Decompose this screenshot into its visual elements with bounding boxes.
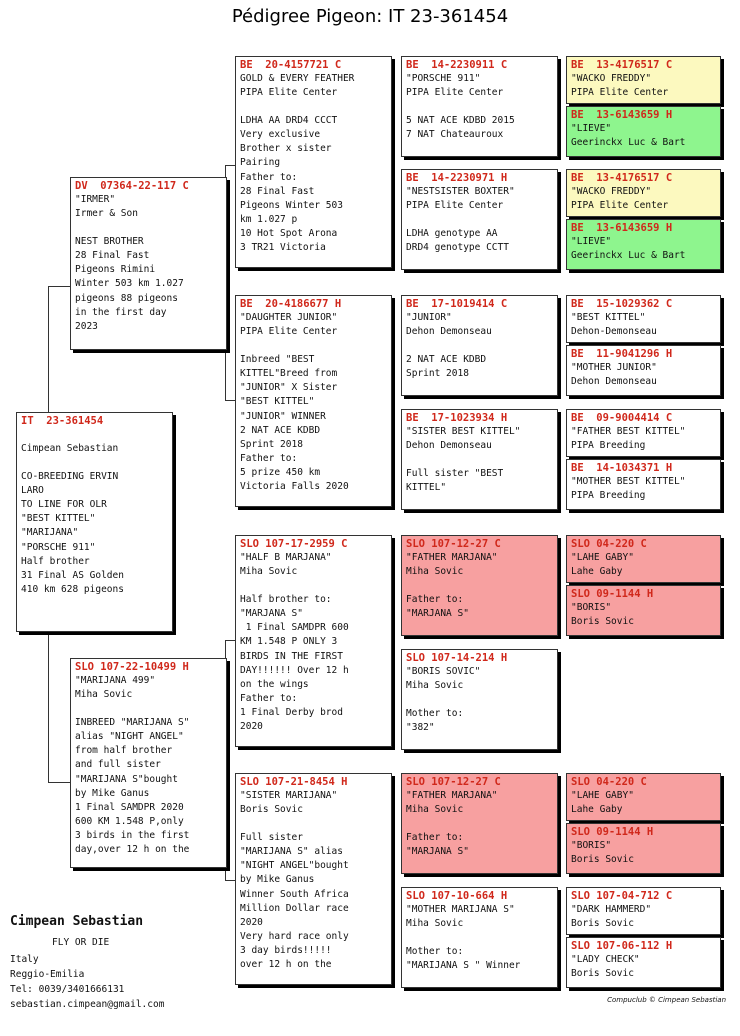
pigeon-info-line: and full sister: [75, 759, 161, 771]
pigeon-info-line: Mother to:: [406, 708, 464, 720]
pigeon-info-line: Miha Sovic: [75, 689, 133, 701]
pigeon-info-line: "PORSCHE 911": [406, 73, 481, 84]
pigeon-info-line: Lahe Gaby: [571, 566, 623, 578]
software-credit: Compuclub © Cimpean Sebastian: [607, 996, 726, 1004]
pigeon-info-line: NEST BROTHER: [75, 236, 144, 248]
pigeon-info-line: [406, 579, 553, 593]
pigeon-info-line: Half brother: [21, 555, 90, 567]
pigeon-info-line: over 12 h on the: [240, 959, 332, 971]
pigeon-info-line: "MARJANA S": [240, 608, 303, 620]
pigeon-info-line: "IRMER": [75, 194, 116, 205]
pigeon-info-line: pigeons 88 pigeons: [75, 292, 178, 304]
pigeon-card-g16[interactable]: [566, 937, 721, 988]
pigeon-info-line: 1 Final SAMDPR 600: [240, 622, 349, 634]
pigeon-info-line: Miha Sovic: [406, 918, 464, 930]
pigeon-info-line: "DARK HAMMERD": [571, 904, 652, 915]
pigeon-info-line: Cimpean Sebastian: [21, 443, 119, 454]
pigeon-info-line: Boris Sovic: [571, 854, 634, 866]
pigeon-info-line: "BORIS": [571, 602, 612, 613]
pigeon-info-line: CO-BREEDING ERVIN: [21, 471, 119, 483]
pigeon-card-g13[interactable]: [566, 773, 721, 821]
connector-line: [48, 286, 70, 287]
pigeon-info-line: PIPA Elite Center: [240, 326, 338, 338]
ring-number: SLO 107-22-10499 H: [75, 661, 189, 673]
pigeon-card-g6[interactable]: [566, 345, 721, 396]
pigeon-info-line: "BORIS SOVIC": [406, 666, 481, 677]
pigeon-info-line: [75, 702, 222, 716]
pigeon-info-line: "DAUGHTER JUNIOR": [240, 312, 338, 323]
ring-number: BE 20-4186677 H: [240, 298, 342, 310]
pigeon-info-line: Father to:: [240, 692, 298, 704]
pigeon-info-line: PIPA Elite Center: [571, 87, 669, 99]
ring-number: SLO 107-21-8454 H: [240, 776, 348, 788]
breeder-email[interactable]: sebastian.cimpean@gmail.com: [10, 999, 165, 1010]
pigeon-info-line: Miha Sovic: [240, 566, 298, 578]
connector-line: [225, 880, 235, 881]
pigeon-info-line: "BEST KITTEL": [21, 513, 96, 525]
pigeon-info-line: "NIGHT ANGEL"bought: [240, 860, 349, 872]
pigeon-info-line: Miha Sovic: [406, 680, 464, 692]
pigeon-info-line: "MARIJANA S" alias: [240, 846, 343, 858]
pigeon-info-line: 600 KM 1.548 P,only: [75, 815, 184, 827]
pigeon-info-line: 5 prize 450 km: [240, 466, 321, 478]
pigeon-info-line: "PORSCHE 911": [21, 541, 96, 553]
page-title: Pédigree Pigeon: IT 23-361454: [231, 6, 509, 27]
ring-number: SLO 09-1144 H: [571, 826, 654, 838]
pigeon-info-line: on the wings: [240, 678, 309, 690]
pigeon-info-line: 2 NAT ACE KDBD: [406, 354, 487, 366]
pigeon-info-line: "BEST KITTEL": [571, 312, 646, 323]
pigeon-info-line: Dehon Demonseau: [571, 376, 657, 388]
pigeon-info-line: "SISTER MARIJANA": [240, 790, 338, 801]
pigeon-info-line: "MARIJANA 499": [75, 675, 156, 686]
pigeon-info-line: "WACKO FREDDY": [571, 73, 652, 84]
pigeon-info-line: DAY!!!!!! Over 12 h: [240, 664, 349, 676]
pigeon-info-line: Miha Sovic: [406, 804, 464, 816]
pigeon-info-line: 31 Final AS Golden: [21, 569, 124, 581]
ring-number: SLO 107-12-27 C: [406, 538, 501, 550]
pigeon-card-dd[interactable]: [235, 773, 392, 985]
pigeon-info-line: Sprint 2018: [406, 368, 469, 380]
pigeon-info-line: Boris Sovic: [571, 968, 634, 980]
pigeon-card-g3[interactable]: [566, 169, 721, 217]
ring-number: BE 11-9041296 H: [571, 348, 673, 360]
pigeon-info-line: by Mike Ganus: [75, 787, 150, 799]
pigeon-card-sire[interactable]: [70, 177, 227, 350]
pigeon-card-ddd[interactable]: [401, 887, 558, 988]
ring-number: SLO 107-10-664 H: [406, 890, 508, 902]
pigeon-info-line: from half brother: [75, 745, 173, 757]
pigeon-info-line: PIPA Breeding: [571, 490, 646, 502]
pigeon-info-line: KITTEL"Breed from: [240, 368, 338, 380]
pigeon-card-sdd[interactable]: [401, 409, 558, 510]
pigeon-info-line: Pigeons Rimini: [75, 264, 156, 276]
pigeon-info-line: "JUNIOR": [406, 312, 452, 323]
pigeon-info-line: 410 km 628 pigeons: [21, 583, 124, 595]
pigeon-info-line: [240, 100, 387, 114]
pigeon-info-line: Boris Sovic: [571, 918, 634, 930]
pigeon-info-line: Father to:: [240, 171, 298, 183]
pigeon-info-line: [240, 579, 387, 593]
pigeon-card-g9[interactable]: [566, 535, 721, 583]
pigeon-info-line: Very hard race only: [240, 930, 349, 942]
pigeon-info-line: Boris Sovic: [571, 616, 634, 628]
pigeon-info-line: 2020: [240, 721, 263, 733]
pigeon-info-line: "FATHER MARJANA": [406, 790, 498, 801]
breeder-motto: FLY OR DIE: [52, 937, 110, 948]
pigeon-info-line: [21, 428, 168, 442]
pigeon-info-line: BIRDS IN THE FIRST: [240, 650, 343, 662]
pigeon-info-line: "FATHER MARJANA": [406, 552, 498, 563]
pigeon-info-line: LDHA AA DRD4 CCCT: [240, 115, 338, 127]
breeder-country: Italy: [10, 954, 39, 965]
pigeon-info-line: LDHA genotype AA: [406, 228, 498, 240]
pigeon-info-line: KM 1.548 P ONLY 3: [240, 636, 338, 648]
pigeon-info-line: "LADY CHECK": [571, 954, 640, 965]
pigeon-info-line: "MARIJANA S " Winner: [406, 960, 521, 972]
pigeon-info-line: in the first day: [75, 306, 167, 318]
pigeon-info-line: 1 Final SAMDPR 2020: [75, 801, 184, 813]
pigeon-info-line: [406, 213, 553, 227]
ring-number: SLO 09-1144 H: [571, 588, 654, 600]
pigeon-info-line: Full sister "BEST: [406, 468, 504, 480]
pigeon-info-line: Very exclusive: [240, 129, 321, 141]
pigeon-info-line: Father to:: [406, 594, 464, 606]
ring-number: BE 13-6143659 H: [571, 222, 673, 234]
pigeon-info-line: "JUNIOR" WINNER: [240, 410, 326, 422]
pigeon-card-dds[interactable]: [401, 773, 558, 874]
pigeon-info-line: "BEST KITTEL": [240, 396, 315, 408]
pigeon-info-line: Winter 503 km 1.027: [75, 278, 184, 290]
pigeon-info-line: Dehon-Demonseau: [571, 326, 657, 338]
pigeon-info-line: "LIEVE": [571, 236, 612, 247]
pigeon-info-line: [406, 693, 553, 707]
breeder-city: Reggio-Emilia: [10, 969, 85, 980]
pigeon-info-line: PIPA Elite Center: [406, 200, 504, 212]
pigeon-info-line: KITTEL": [406, 482, 447, 494]
pigeon-info-line: "MOTHER MARIJANA S": [406, 904, 515, 915]
ring-number: DV 07364-22-117 C: [75, 180, 189, 192]
pigeon-info-line: 3 TR21 Victoria: [240, 242, 326, 254]
pigeon-info-line: [406, 339, 553, 353]
pigeon-info-line: Lahe Gaby: [571, 804, 623, 816]
pigeon-info-line: km 1.027 p: [240, 213, 298, 225]
connector-line: [48, 286, 49, 414]
connector-line: [48, 782, 70, 783]
connector-line: [48, 632, 49, 782]
breeder-name: Cimpean Sebastian: [10, 914, 144, 929]
pigeon-info-line: Brother x sister: [240, 143, 332, 155]
pigeon-info-line: 10 Hot Spot Arona: [240, 227, 338, 239]
pigeon-info-line: [406, 100, 553, 114]
pigeon-info-line: 2023: [75, 320, 98, 332]
pigeon-card-ss[interactable]: [235, 56, 392, 268]
pigeon-card-dsd[interactable]: [401, 649, 558, 750]
pigeon-info-line: "SISTER BEST KITTEL": [406, 426, 521, 437]
pigeon-card-g15[interactable]: [566, 887, 721, 935]
pigeon-info-line: Sprint 2018: [240, 438, 303, 450]
ring-number: SLO 107-12-27 C: [406, 776, 501, 788]
pigeon-card-dam[interactable]: [70, 658, 227, 868]
ring-number: SLO 107-14-214 H: [406, 652, 508, 664]
ring-number: BE 14-2230911 C: [406, 59, 508, 71]
ring-number: BE 13-6143659 H: [571, 109, 673, 121]
pigeon-info-line: INBREED "MARIJANA S": [75, 717, 190, 729]
pigeon-info-line: PIPA Elite Center: [240, 87, 338, 99]
connector-line: [225, 640, 235, 641]
pigeon-info-line: Irmer & Son: [75, 208, 138, 220]
ring-number: BE 14-1034371 H: [571, 462, 673, 474]
pigeon-info-line: 28 Final Fast: [75, 250, 150, 262]
pigeon-info-line: day,over 12 h on the: [75, 844, 190, 856]
ring-number: BE 17-1019414 C: [406, 298, 508, 310]
pigeon-info-line: Victoria Falls 2020: [240, 481, 349, 493]
pigeon-card-g7[interactable]: [566, 409, 721, 457]
pigeon-info-line: [240, 817, 387, 831]
ring-number: BE 13-4176517 C: [571, 59, 673, 71]
pigeon-info-line: "LAHE GABY": [571, 552, 634, 563]
pigeon-info-line: "JUNIOR" X Sister: [240, 382, 338, 394]
pigeon-info-line: Half brother to:: [240, 594, 332, 606]
pigeon-info-line: "382": [406, 722, 435, 734]
ring-number: SLO 107-17-2959 C: [240, 538, 348, 550]
pigeon-info-line: "MARJANA S": [406, 846, 469, 858]
pigeon-info-line: DRD4 genotype CCTT: [406, 242, 509, 254]
pigeon-info-line: "MARIJANA S"bought: [75, 773, 178, 785]
pigeon-card-dss[interactable]: [401, 535, 558, 636]
pigeon-info-line: Father to:: [240, 452, 298, 464]
pigeon-info-line: "MARJANA S": [406, 608, 469, 620]
pigeon-info-line: [406, 453, 553, 467]
pigeon-info-line: "NESTSISTER BOXTER": [406, 186, 515, 197]
ring-number: IT 23-361454: [21, 415, 104, 427]
pigeon-info-line: "MOTHER JUNIOR": [571, 362, 657, 373]
ring-number: SLO 04-220 C: [571, 538, 647, 550]
pigeon-info-line: PIPA Breeding: [571, 440, 646, 452]
pigeon-info-line: Father to:: [406, 832, 464, 844]
pigeon-info-line: alias "NIGHT ANGEL": [75, 731, 184, 743]
pigeon-info-line: by Mike Ganus: [240, 874, 315, 886]
ring-number: BE 15-1029362 C: [571, 298, 673, 310]
pigeon-info-line: Boris Sovic: [240, 804, 303, 816]
ring-number: BE 20-4157721 C: [240, 59, 342, 71]
pigeon-card-g5[interactable]: [566, 295, 721, 343]
breeder-phone: Tel: 0039/3401666131: [10, 984, 125, 995]
pigeon-info-line: 7 NAT Chateauroux: [406, 129, 504, 141]
pigeon-card-ssd[interactable]: [401, 169, 558, 270]
ring-number: SLO 04-220 C: [571, 776, 647, 788]
pigeon-info-line: 28 Final Fast: [240, 185, 315, 197]
pigeon-card-sds[interactable]: [401, 295, 558, 396]
pigeon-info-line: "HALF B MARJANA": [240, 552, 332, 563]
connector-line: [225, 165, 235, 166]
pigeon-card-g1[interactable]: [566, 56, 721, 104]
ring-number: BE 17-1023934 H: [406, 412, 508, 424]
pigeon-card-sd[interactable]: [235, 295, 392, 507]
pigeon-card-g2[interactable]: [566, 106, 721, 157]
ring-number: BE 13-4176517 C: [571, 172, 673, 184]
pigeon-info-line: PIPA Elite Center: [571, 200, 669, 212]
pigeon-info-line: Geerinckx Luc & Bart: [571, 137, 686, 149]
pigeon-info-line: "BORIS": [571, 840, 612, 851]
pigeon-info-line: GOLD & EVERY FEATHER: [240, 73, 355, 84]
ring-number: BE 14-2230971 H: [406, 172, 508, 184]
pigeon-info-line: Million Dollar race: [240, 902, 349, 914]
pigeon-card-g4[interactable]: [566, 219, 721, 270]
pigeon-info-line: "WACKO FREDDY": [571, 186, 652, 197]
pigeon-info-line: Dehon Demonseau: [406, 440, 492, 452]
pigeon-card-sss[interactable]: [401, 56, 558, 157]
pigeon-card-g10[interactable]: [566, 585, 721, 636]
pigeon-info-line: TO LINE FOR OLR: [21, 499, 107, 511]
pigeon-info-line: [406, 931, 553, 945]
ring-number: SLO 107-06-112 H: [571, 940, 673, 952]
connector-line: [225, 400, 235, 401]
pigeon-info-line: 1 Final Derby brod: [240, 706, 343, 718]
pigeon-info-line: Winner South Africa: [240, 888, 349, 900]
pigeon-card-g14[interactable]: [566, 823, 721, 874]
ring-number: SLO 107-04-712 C: [571, 890, 673, 902]
pigeon-info-line: Full sister: [240, 832, 303, 844]
pigeon-info-line: [240, 339, 387, 353]
pigeon-info-line: Pigeons Winter 503: [240, 199, 343, 211]
pigeon-info-line: "MARIJANA": [21, 527, 79, 539]
pigeon-info-line: 5 NAT ACE KDBD 2015: [406, 115, 515, 127]
pigeon-info-line: [406, 817, 553, 831]
pigeon-card-g8[interactable]: [566, 459, 721, 510]
pigeon-info-line: Dehon Demonseau: [406, 326, 492, 338]
pigeon-info-line: 3 birds in the first: [75, 829, 190, 841]
ring-number: BE 09-9004414 C: [571, 412, 673, 424]
pigeon-info-line: LARO: [21, 485, 44, 497]
pigeon-info-line: Miha Sovic: [406, 566, 464, 578]
pigeon-info-line: 2 NAT ACE KDBD: [240, 424, 321, 436]
pigeon-info-line: Geerinckx Luc & Bart: [571, 250, 686, 262]
pigeon-info-line: [21, 456, 168, 470]
pigeon-info-line: 3 day birds!!!!!: [240, 944, 332, 956]
pigeon-info-line: "FATHER BEST KITTEL": [571, 426, 686, 437]
pigeon-info-line: [75, 221, 222, 235]
pigeon-info-line: "MOTHER BEST KITTEL": [571, 476, 686, 487]
pigeon-info-line: "LAHE GABY": [571, 790, 634, 801]
pigeon-info-line: Pairing: [240, 157, 281, 169]
pigeon-card-ds[interactable]: [235, 535, 392, 747]
pigeon-info-line: "LIEVE": [571, 123, 612, 134]
pigeon-info-line: Inbreed "BEST: [240, 354, 315, 366]
pigeon-info-line: PIPA Elite Center: [406, 87, 504, 99]
pigeon-card-main[interactable]: [16, 412, 173, 632]
pigeon-info-line: Mother to:: [406, 946, 464, 958]
pigeon-info-line: 2020: [240, 916, 263, 928]
